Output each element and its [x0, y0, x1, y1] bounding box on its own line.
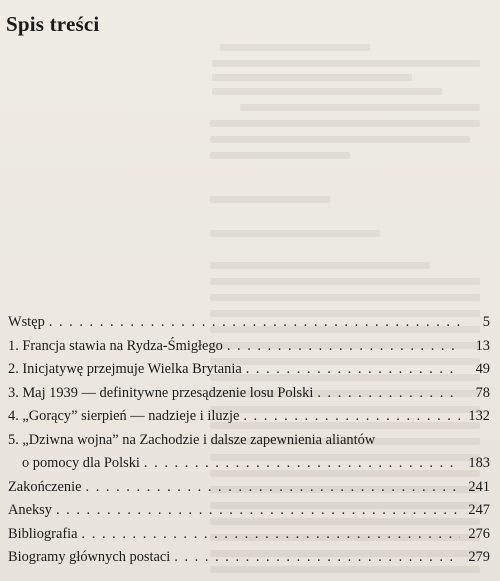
toc-page-number: 279 — [468, 549, 490, 565]
toc-entry-label: Zakończenie — [8, 478, 82, 495]
toc-entry-chapter-5[interactable] — [8, 429, 490, 476]
toc-page-number: 183 — [468, 455, 490, 471]
toc-entry-biogramy[interactable] — [8, 546, 490, 570]
toc-page-number: 5 — [482, 314, 490, 330]
toc-entry-label: 2. Inicjatywę przejmuje Wielka Brytania — [8, 361, 242, 377]
toc-page-number: 276 — [468, 525, 490, 542]
toc-entry-label-line-2: o pomocy dla Polski — [22, 455, 140, 471]
leader-dots — [246, 358, 460, 382]
leader-dots — [174, 546, 460, 570]
toc-entry-chapter-1[interactable] — [8, 335, 490, 359]
toc-entry-chapter-3[interactable] — [8, 382, 490, 406]
toc-entry-label: Wstęp — [8, 314, 45, 330]
leader-dots — [56, 499, 460, 523]
toc-entry-wstep[interactable] — [8, 311, 490, 335]
toc-entry-label: 1. Francja stawia na Rydza-Śmigłego — [8, 337, 223, 354]
leader-dots — [86, 476, 460, 500]
toc-entry-zakonczenie[interactable] — [8, 476, 490, 500]
leader-dots — [49, 311, 460, 335]
toc-page-number: 247 — [468, 502, 490, 518]
toc-entry-label: Bibliografia — [8, 525, 78, 542]
toc-page-number: 13 — [475, 337, 490, 354]
toc-entry-label: 3. Maj 1939 — definitywne przesądzenie losu Polski — [8, 384, 314, 401]
toc-entry-chapter-2[interactable] — [8, 358, 490, 382]
toc-page-number: 49 — [475, 361, 490, 377]
toc-entry-aneksy[interactable] — [8, 499, 490, 523]
table-of-contents — [8, 311, 490, 570]
toc-entry-label: Biogramy głównych postaci — [8, 549, 171, 565]
toc-entry-label: 4. „Gorący” sierpień — nadzieje i iluzje — [8, 408, 240, 424]
leader-dots — [317, 382, 460, 406]
toc-entry-label-line-1: 5. „Dziwna wojna” na Zachodzie i dalsze zapewnienia aliantów — [8, 431, 376, 448]
leader-dots — [144, 452, 460, 476]
toc-entry-label: Aneksy — [8, 502, 52, 518]
leader-dots — [243, 405, 460, 429]
toc-page-number: 241 — [468, 478, 490, 495]
leader-dots — [227, 335, 460, 359]
toc-page-number: 132 — [468, 408, 490, 424]
leader-dots — [82, 523, 460, 547]
toc-entry-chapter-4[interactable] — [8, 405, 490, 429]
page-title: Spis treści — [6, 12, 100, 36]
toc-page-number: 78 — [475, 384, 490, 401]
toc-entry-bibliografia[interactable] — [8, 523, 490, 547]
